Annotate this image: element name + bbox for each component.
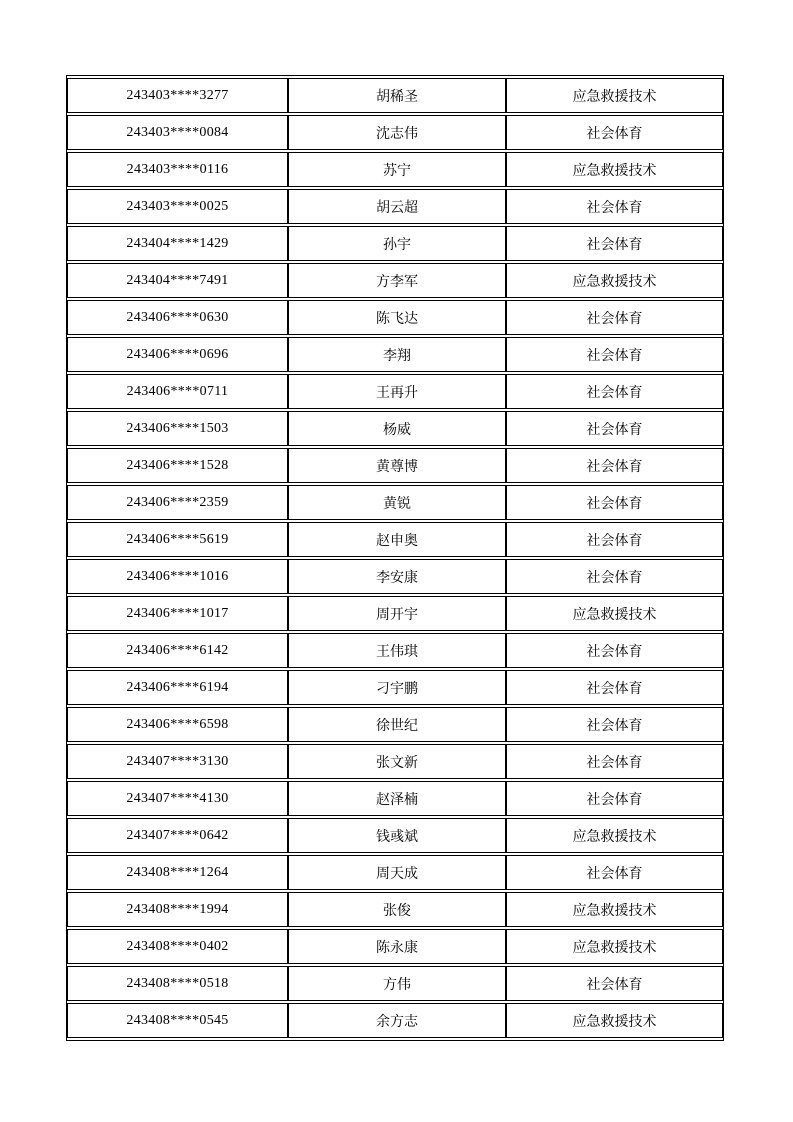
major-cell: 社会体育 xyxy=(506,300,723,335)
major-cell: 社会体育 xyxy=(506,189,723,224)
candidate-id-cell: 243406****1016 xyxy=(67,559,288,594)
candidate-id-cell: 243403****3277 xyxy=(67,78,288,113)
major-cell: 社会体育 xyxy=(506,966,723,1001)
candidate-name-cell: 黄尊博 xyxy=(288,448,506,483)
table-row xyxy=(67,559,723,594)
candidate-name-cell: 方李军 xyxy=(288,263,506,298)
table-row xyxy=(67,929,723,964)
major-cell: 社会体育 xyxy=(506,781,723,816)
candidate-name-cell: 周开宇 xyxy=(288,596,506,631)
candidate-name-cell: 方伟 xyxy=(288,966,506,1001)
candidate-id-cell: 243406****1528 xyxy=(67,448,288,483)
major-cell: 应急救援技术 xyxy=(506,263,723,298)
table-row xyxy=(67,522,723,557)
table-row xyxy=(67,78,723,113)
candidate-id-cell: 243406****5619 xyxy=(67,522,288,557)
major-cell: 社会体育 xyxy=(506,226,723,261)
major-cell: 应急救援技术 xyxy=(506,818,723,853)
candidate-id-cell: 243406****0696 xyxy=(67,337,288,372)
table-row xyxy=(67,337,723,372)
candidate-id-cell: 243406****1503 xyxy=(67,411,288,446)
table-row xyxy=(67,633,723,668)
major-cell: 社会体育 xyxy=(506,411,723,446)
major-cell: 应急救援技术 xyxy=(506,152,723,187)
candidate-id-cell: 243406****6598 xyxy=(67,707,288,742)
table-row xyxy=(67,966,723,1001)
candidate-id-cell: 243406****0711 xyxy=(67,374,288,409)
candidate-name-cell: 陈永康 xyxy=(288,929,506,964)
candidate-name-cell: 胡云超 xyxy=(288,189,506,224)
table-row xyxy=(67,781,723,816)
major-cell: 应急救援技术 xyxy=(506,892,723,927)
table-row xyxy=(67,596,723,631)
admission-roster-table xyxy=(66,75,724,1041)
candidate-id-cell: 243408****0545 xyxy=(67,1003,288,1038)
candidate-name-cell: 徐世纪 xyxy=(288,707,506,742)
table-row xyxy=(67,1003,723,1038)
candidate-id-cell: 243403****0084 xyxy=(67,115,288,150)
candidate-id-cell: 243403****0025 xyxy=(67,189,288,224)
table-row xyxy=(67,892,723,927)
candidate-id-cell: 243408****1264 xyxy=(67,855,288,890)
major-cell: 社会体育 xyxy=(506,448,723,483)
candidate-name-cell: 李安康 xyxy=(288,559,506,594)
major-cell: 社会体育 xyxy=(506,374,723,409)
major-cell: 社会体育 xyxy=(506,633,723,668)
candidate-id-cell: 243406****0630 xyxy=(67,300,288,335)
major-cell: 应急救援技术 xyxy=(506,929,723,964)
candidate-name-cell: 赵申奥 xyxy=(288,522,506,557)
major-cell: 社会体育 xyxy=(506,115,723,150)
table-row xyxy=(67,189,723,224)
candidate-name-cell: 李翔 xyxy=(288,337,506,372)
candidate-id-cell: 243404****7491 xyxy=(67,263,288,298)
candidate-id-cell: 243406****6142 xyxy=(67,633,288,668)
table-row xyxy=(67,707,723,742)
major-cell: 社会体育 xyxy=(506,559,723,594)
candidate-name-cell: 王再升 xyxy=(288,374,506,409)
major-cell: 社会体育 xyxy=(506,744,723,779)
candidate-name-cell: 王伟琪 xyxy=(288,633,506,668)
candidate-name-cell: 刁宇鹏 xyxy=(288,670,506,705)
candidate-name-cell: 孙宇 xyxy=(288,226,506,261)
major-cell: 社会体育 xyxy=(506,707,723,742)
table-row xyxy=(67,263,723,298)
table-row xyxy=(67,448,723,483)
roster-table-body xyxy=(67,78,723,1038)
candidate-name-cell: 钱彧斌 xyxy=(288,818,506,853)
major-cell: 应急救援技术 xyxy=(506,1003,723,1038)
candidate-name-cell: 苏宁 xyxy=(288,152,506,187)
candidate-id-cell: 243404****1429 xyxy=(67,226,288,261)
candidate-name-cell: 胡稀圣 xyxy=(288,78,506,113)
candidate-name-cell: 黄锐 xyxy=(288,485,506,520)
candidate-id-cell: 243407****4130 xyxy=(67,781,288,816)
candidate-name-cell: 周天成 xyxy=(288,855,506,890)
candidate-id-cell: 243403****0116 xyxy=(67,152,288,187)
major-cell: 社会体育 xyxy=(506,855,723,890)
major-cell: 社会体育 xyxy=(506,670,723,705)
table-row xyxy=(67,115,723,150)
candidate-id-cell: 243407****3130 xyxy=(67,744,288,779)
candidate-name-cell: 张俊 xyxy=(288,892,506,927)
major-cell: 应急救援技术 xyxy=(506,78,723,113)
table-row xyxy=(67,485,723,520)
candidate-name-cell: 陈飞达 xyxy=(288,300,506,335)
candidate-id-cell: 243408****0518 xyxy=(67,966,288,1001)
candidate-id-cell: 243406****2359 xyxy=(67,485,288,520)
major-cell: 社会体育 xyxy=(506,522,723,557)
major-cell: 社会体育 xyxy=(506,485,723,520)
candidate-name-cell: 张文新 xyxy=(288,744,506,779)
candidate-name-cell: 沈志伟 xyxy=(288,115,506,150)
candidate-id-cell: 243408****1994 xyxy=(67,892,288,927)
candidate-id-cell: 243407****0642 xyxy=(67,818,288,853)
table-row xyxy=(67,818,723,853)
table-row xyxy=(67,152,723,187)
candidate-name-cell: 杨威 xyxy=(288,411,506,446)
candidate-name-cell: 赵泽楠 xyxy=(288,781,506,816)
table-row xyxy=(67,226,723,261)
table-row xyxy=(67,411,723,446)
candidate-name-cell: 余方志 xyxy=(288,1003,506,1038)
table-row xyxy=(67,300,723,335)
major-cell: 应急救援技术 xyxy=(506,596,723,631)
candidate-id-cell: 243406****6194 xyxy=(67,670,288,705)
major-cell: 社会体育 xyxy=(506,337,723,372)
table-row xyxy=(67,855,723,890)
table-row xyxy=(67,670,723,705)
candidate-id-cell: 243406****1017 xyxy=(67,596,288,631)
table-row xyxy=(67,374,723,409)
candidate-id-cell: 243408****0402 xyxy=(67,929,288,964)
table-row xyxy=(67,744,723,779)
